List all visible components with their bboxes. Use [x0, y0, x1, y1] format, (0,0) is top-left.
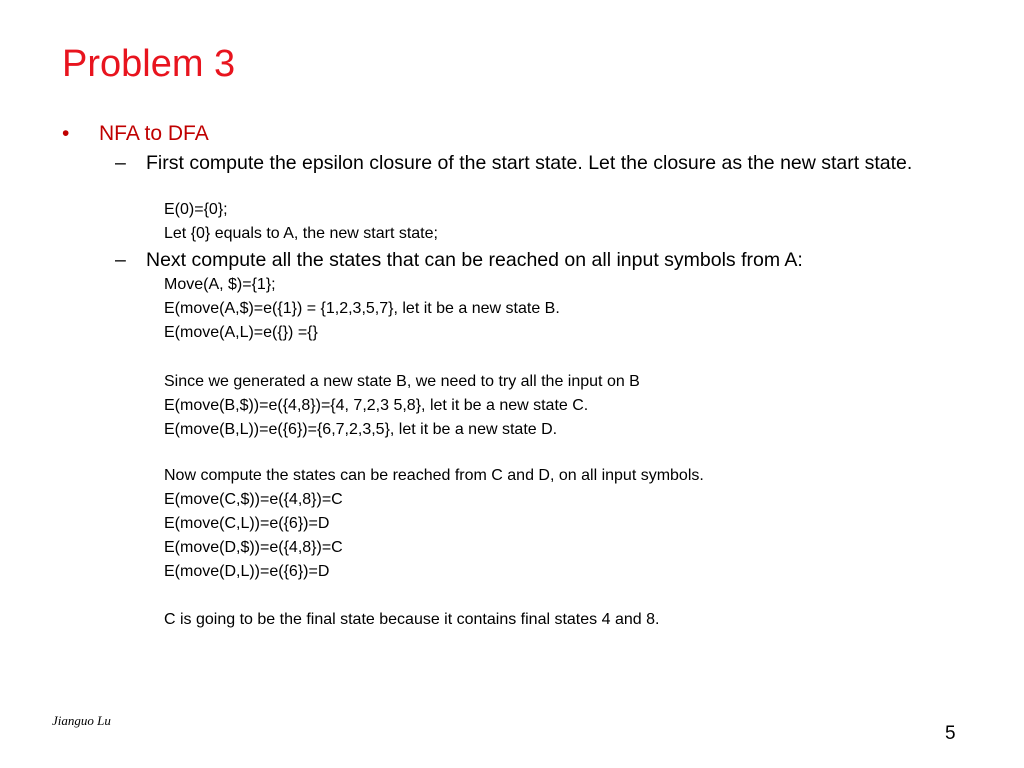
sub-line: C is going to be the final state because it contains final states 4 and 8. [164, 611, 660, 628]
bullet-dot-icon: • [62, 122, 70, 145]
sub-line: Move(A, $)={1}; [164, 276, 276, 293]
dash-item-text: First compute the epsilon closure of the start state. Let the closure as the new start state. [146, 152, 913, 174]
bullet-text: NFA to DFA [99, 122, 209, 145]
sub-line: E(move(A,L)=e({}) ={} [164, 324, 318, 341]
sub-line: E(move(B,$))=e({4,8})={4, 7,2,3 5,8}, let it be a new state C. [164, 397, 589, 414]
sub-line: E(0)={0}; [164, 201, 228, 218]
sub-line: Since we generated a new state B, we need to try all the input on B [164, 373, 640, 390]
sub-line: E(move(D,$))=e({4,8})=C [164, 539, 343, 556]
sub-line: E(move(B,L))=e({6})={6,7,2,3,5}, let it be a new state D. [164, 421, 558, 438]
sub-line: E(move(C,L))=e({6})=D [164, 515, 330, 532]
sub-line: E(move(D,L))=e({6})=D [164, 563, 330, 580]
dash-icon: – [115, 249, 126, 271]
dash-icon: – [115, 152, 126, 174]
page-number: 5 [945, 723, 956, 744]
slide-title: Problem 3 [62, 43, 236, 85]
dash-item-text: Next compute all the states that can be reached on all input symbols from A: [146, 249, 803, 271]
sub-line: Let {0} equals to A, the new start state; [164, 225, 438, 242]
sub-line: E(move(A,$)=e({1}) = {1,2,3,5,7}, let it be a new state B. [164, 300, 560, 317]
sub-line: E(move(C,$))=e({4,8})=C [164, 491, 343, 508]
sub-line: Now compute the states can be reached from C and D, on all input symbols. [164, 467, 704, 484]
footer-author: Jianguo Lu [52, 713, 111, 728]
